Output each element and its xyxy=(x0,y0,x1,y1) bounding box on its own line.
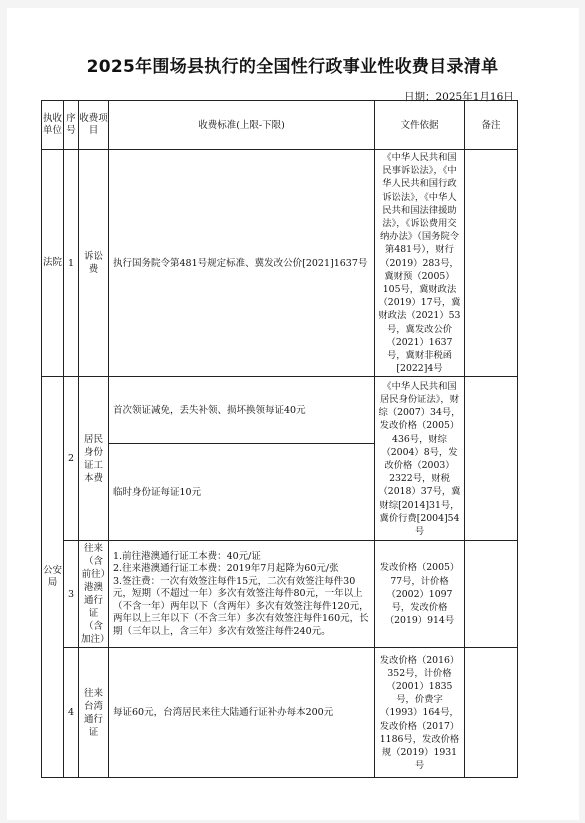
row-remark xyxy=(465,377,518,541)
row-standard-first: 首次领证减免，丢失补领、损坏换领每证40元 xyxy=(109,377,375,444)
standard-line: 3.签注费：一次有效签注每件15元，二次有效签注每件30元，短期（不超过一年）多次有效签注每件80元，一年以上（不含一年）两年以下（含两年）多次有效签注每件120元，两年以上三年以下（不含三年）多次有效签注每件160元，长期（三年以上，含三年）多次有效签注每件240元。 xyxy=(113,575,369,637)
document-date: 日期：2025年1月16日 xyxy=(404,91,514,103)
table-row xyxy=(42,377,518,444)
row-standard: 执行国务院令第481号规定标准、冀发改公价[2021]1637号 xyxy=(109,150,375,377)
unit-police: 公安局 xyxy=(42,377,64,778)
header-seq: 序号 xyxy=(64,101,79,150)
row-standard-temporary: 临时身份证每证10元 xyxy=(109,444,375,541)
table-header-row xyxy=(42,101,518,150)
row-standard: 每证60元，台湾居民来往大陆通行证补办每本200元 xyxy=(109,648,375,778)
unit-court: 法院 xyxy=(42,150,64,377)
standard-line: 2.往来港澳通行证工本费：2019年7月起降为60元/张 xyxy=(113,563,339,575)
row-remark xyxy=(465,648,518,778)
header-item: 收费项目 xyxy=(79,101,109,150)
fee-catalog-table xyxy=(41,100,518,778)
row-basis: 发改价格（2016）352号，计价格（2001）1835号，价费字（1993）164号，发改价格（2017）1186号，发改价格规（2019）1931号 xyxy=(375,648,465,778)
row-standard xyxy=(109,541,375,648)
row-remark xyxy=(465,150,518,377)
document-title: 2025年围场县执行的全国性行政事业性收费目录清单 xyxy=(86,57,499,77)
row-item: 居民身份证工本费 xyxy=(79,377,109,541)
row-basis: 发改价格（2005）77号，计价格（2002）1097号，发改价格（2019）914号 xyxy=(375,541,465,648)
row-basis: 《中华人民共和国居民身份证法》，财综（2007）34号，发改价格（2005）436号，财综（2004）8号，发改价格（2003）2322号，财税（2018）37号，冀财综[2014]31号，冀价行费[2004]54号 xyxy=(375,377,465,541)
row-item: 诉讼费 xyxy=(79,150,109,377)
row-remark xyxy=(465,541,518,648)
table-row xyxy=(42,541,518,648)
row-seq: 4 xyxy=(64,648,79,778)
row-seq: 2 xyxy=(64,377,79,541)
row-seq: 3 xyxy=(64,541,79,648)
row-item: 往来（含前往）港澳通行证（含加注） xyxy=(79,541,109,648)
table-row xyxy=(42,648,518,778)
header-basis: 文件依据 xyxy=(375,101,465,150)
row-seq: 1 xyxy=(64,150,79,377)
row-basis: 《中华人民共和国民事诉讼法》，《中华人民共和国行政诉讼法》，《中华人民共和国法律援助法》，《诉讼费用交纳办法》（国务院令第481号），财行（2019）283号，冀财预（2005）105号，冀财政法（2019）17号，冀财政法（2021）53号，冀发改公价（2021）1637号，冀财非税函[2022]4号 xyxy=(375,150,465,377)
header-standard: 收费标准(上限-下限) xyxy=(109,101,375,150)
header-unit: 执收单位 xyxy=(42,101,64,150)
header-remark: 备注 xyxy=(465,101,518,150)
row-item: 往来台湾通行证 xyxy=(79,648,109,778)
table-row xyxy=(42,150,518,377)
standard-line: 1.前往港澳通行证工本费：40元/证 xyxy=(113,550,261,562)
